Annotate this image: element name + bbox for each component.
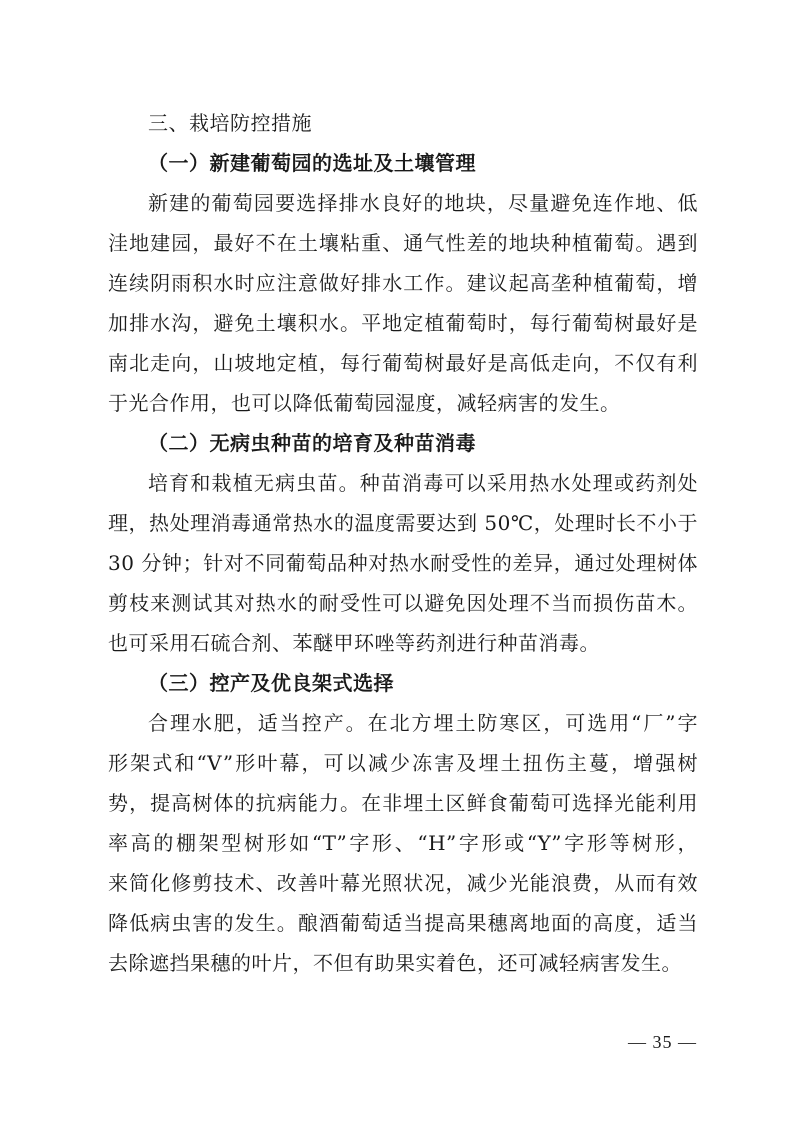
text-line: 南北走向，山坡地定植，每行葡萄树最好是高低走向，不仅有利	[108, 351, 698, 375]
section-title: 三、栽培防控措施	[148, 111, 312, 135]
text-line: 理，热处理消毒通常热水的温度需要达到 50℃，处理时长不小于	[108, 511, 698, 535]
text-line: 新建的葡萄园要选择排水良好的地块，尽量避免连作地、低	[148, 191, 698, 215]
text-line: 培育和栽植无病虫苗。种苗消毒可以采用热水处理或药剂处	[148, 471, 698, 495]
page-number: — 35 —	[628, 1032, 697, 1052]
text-line: 30 分钟；针对不同葡萄品种对热水耐受性的差异，通过处理树体	[108, 551, 698, 575]
document-body	[108, 103, 698, 983]
text-line: 加排水沟，避免土壤积水。平地定植葡萄时，每行葡萄树最好是	[108, 311, 698, 335]
subsection-heading: （一）新建葡萄园的选址及土壤管理	[148, 151, 476, 175]
text-line: 洼地建园，最好不在土壤粘重、通气性差的地块种植葡萄。遇到	[108, 231, 698, 255]
text-line: 连续阴雨积水时应注意做好排水工作。建议起高垄种植葡萄，增	[108, 271, 698, 295]
text-line: 降低病虫害的发生。酿酒葡萄适当提高果穗离地面的高度，适当	[108, 911, 698, 935]
paragraph	[108, 463, 698, 663]
text-line: 合理水肥，适当控产。在北方埋土防寒区，可选用“厂”字	[148, 711, 698, 735]
text-line: 于光合作用，也可以降低葡萄园湿度，减轻病害的发生。	[108, 391, 621, 415]
text-line: 来简化修剪技术、改善叶幕光照状况，减少光能浪费，从而有效	[108, 871, 698, 895]
subsection-heading: （二）无病虫种苗的培育及种苗消毒	[148, 431, 476, 455]
text-line: 剪枝来测试其对热水的耐受性可以避免因处理不当而损伤苗木。	[108, 591, 698, 615]
text-line: 率高的棚架型树形如“T”字形、“H”字形或“Y”字形等树形，	[108, 831, 698, 855]
subsection-heading: （三）控产及优良架式选择	[148, 671, 394, 695]
paragraph	[108, 703, 698, 983]
paragraph	[108, 183, 698, 423]
text-line: 去除遮挡果穗的叶片，不但有助果实着色，还可减轻病害发生。	[108, 951, 682, 975]
text-line: 势，提高树体的抗病能力。在非埋土区鲜食葡萄可选择光能利用	[108, 791, 698, 815]
text-line: 也可采用石硫合剂、苯醚甲环唑等药剂进行种苗消毒。	[108, 631, 600, 655]
text-line: 形架式和“V”形叶幕，可以减少冻害及埋土扭伤主蔓，增强树	[108, 751, 698, 775]
